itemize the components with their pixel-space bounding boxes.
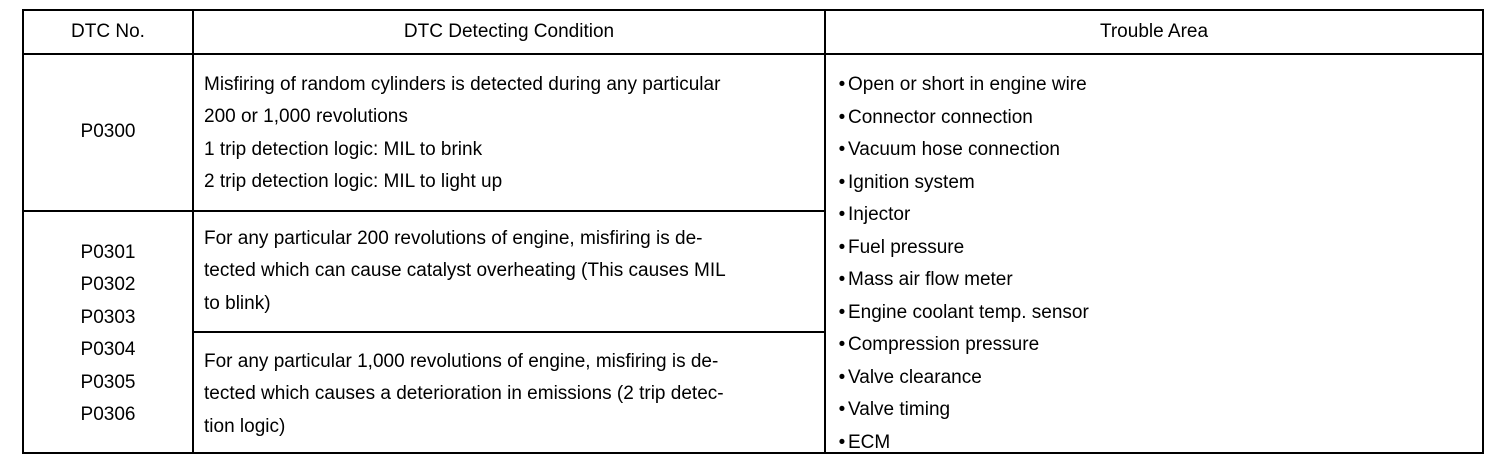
bullet-icon: • — [838, 431, 846, 453]
trouble-area-item: • Open or short in engine wire — [838, 69, 1482, 102]
bullet-icon: • — [838, 334, 846, 355]
trouble-area-item: • Connector connection — [838, 102, 1482, 135]
condition-line: tected which can cause catalyst overheating (This causes MIL — [204, 260, 726, 282]
header-dtc-no: DTC No. — [71, 20, 145, 42]
trouble-area-item: • ECM — [838, 427, 1482, 460]
bullet-icon: • — [838, 366, 846, 388]
dtc-code-cell — [24, 55, 192, 210]
condition-line: 200 or 1,000 revolutions — [204, 106, 408, 127]
trouble-area-item: • Engine coolant temp. sensor — [838, 297, 1482, 330]
trouble-area-item: • Mass air flow meter — [838, 264, 1482, 297]
dtc-code: P0303 — [80, 306, 136, 328]
bullet-icon: • — [838, 106, 846, 128]
trouble-area-item: • Injector — [838, 199, 1482, 232]
condition-cell — [194, 55, 824, 210]
bullet-icon: • — [838, 301, 846, 323]
bullet-icon: • — [838, 74, 846, 95]
bullet-icon: • — [838, 204, 846, 225]
trouble-area-item: • Vacuum hose connection — [838, 134, 1482, 167]
dtc-code: P0304 — [80, 339, 136, 360]
condition-line: to blink) — [204, 292, 271, 314]
bullet-icon: • — [838, 236, 846, 258]
condition-line: For any particular 1,000 revolutions of engine, misfiring is de- — [204, 350, 719, 372]
condition-line: For any particular 200 revolutions of engine, misfiring is de- — [204, 227, 703, 249]
dtc-code: P0300 — [80, 121, 136, 143]
bullet-icon: • — [838, 139, 846, 160]
bullet-icon: • — [838, 399, 846, 420]
dtc-code: P0306 — [80, 404, 136, 425]
condition-line: 1 trip detection logic: MIL to brink — [204, 138, 483, 160]
condition-cell — [194, 212, 824, 331]
trouble-area-cell — [826, 55, 1482, 452]
condition-cell — [194, 333, 824, 452]
trouble-area-item: • Ignition system — [838, 167, 1482, 200]
dtc-table — [22, 9, 1484, 454]
header-detecting-condition: DTC Detecting Condition — [403, 20, 615, 42]
trouble-area-item: • Valve timing — [838, 394, 1482, 427]
bullet-icon: • — [838, 171, 846, 193]
condition-line: tion logic) — [204, 415, 286, 437]
bullet-icon: • — [838, 269, 846, 290]
header-trouble-area: Trouble Area — [1099, 20, 1209, 42]
trouble-area-item: • Fuel pressure — [838, 232, 1482, 265]
condition-line: Misfiring of random cylinders is detected during any particular — [204, 73, 721, 95]
trouble-area-item: • Compression pressure — [838, 329, 1482, 362]
trouble-area-item: • Valve clearance — [838, 362, 1482, 395]
dtc-code-cell — [24, 212, 192, 452]
dtc-code: P0302 — [80, 274, 136, 295]
dtc-code: P0301 — [80, 241, 136, 263]
condition-line: 2 trip detection logic: MIL to light up — [204, 171, 503, 192]
condition-line: tected which causes a deterioration in emissions (2 trip detec- — [204, 383, 724, 405]
dtc-code: P0305 — [80, 371, 136, 393]
